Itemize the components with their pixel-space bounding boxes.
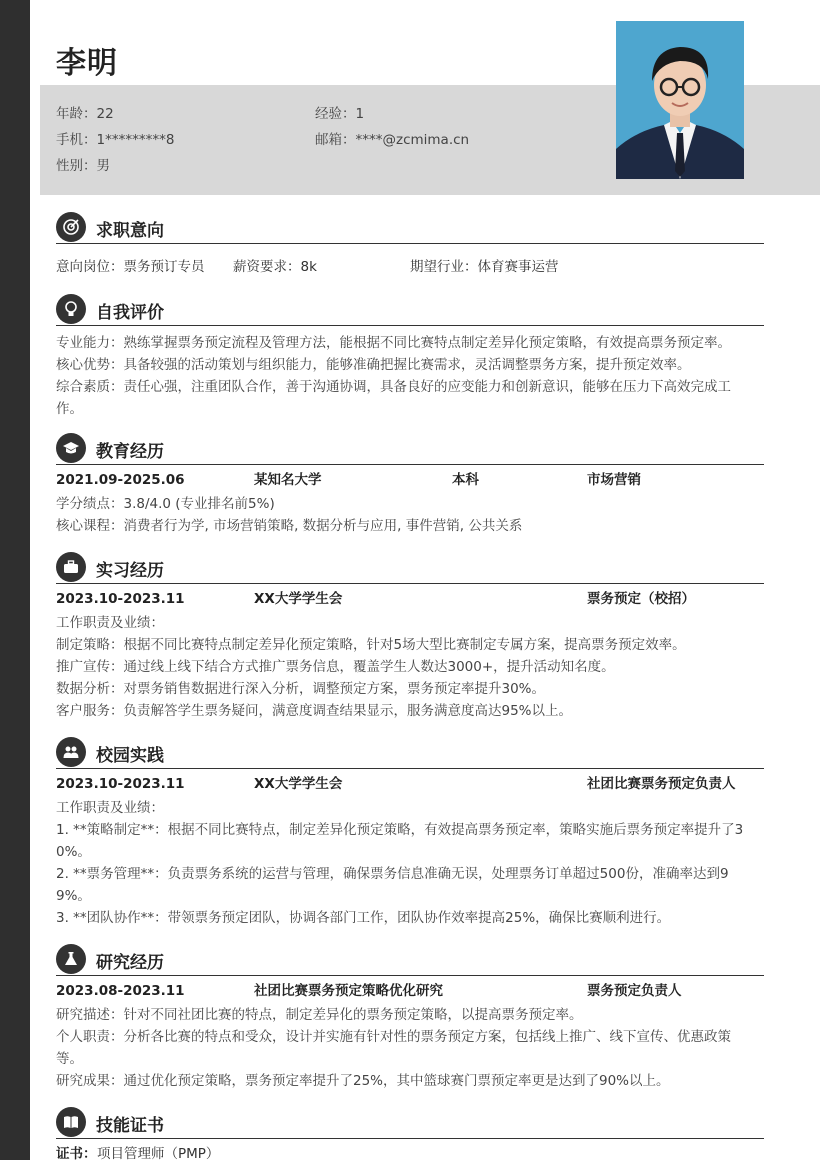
target-icon [56, 212, 86, 242]
section-title: 校园实践 [96, 746, 164, 766]
school-name: 某知名大学 [254, 472, 322, 488]
section-title: 技能证书 [96, 1116, 164, 1136]
left-sidebar-bar [0, 0, 30, 1160]
major: 市场营销 [587, 472, 641, 488]
section-internship [56, 552, 764, 722]
certificate-label: 证书： [56, 1146, 97, 1160]
education-date: 2021.09-2025.06 [56, 472, 185, 488]
expected-industry: 期望行业：体育赛事运营 [410, 259, 559, 275]
section-job-intention [56, 212, 764, 278]
internship-date: 2023.10-2023.11 [56, 591, 185, 607]
research-date: 2023.08-2023.11 [56, 983, 185, 999]
research-line: 个人职责：分析各比赛的特点和受众，设计并实施有针对性的票务预定方案，包括线上推广、线下宣传、优惠政策 [56, 1029, 731, 1045]
age-field: 年龄：22 [56, 106, 114, 122]
people-icon [56, 737, 86, 767]
experience-field: 经验：1 [315, 106, 365, 122]
section-campus-practice [56, 737, 764, 929]
self-eval-line: 专业能力：熟练掌握票务预定流程及管理方法，能根据不同比赛特点制定差异化预定策略，有效提高票务预定率。 [56, 335, 731, 351]
campus-line: 0%。 [56, 844, 91, 860]
internship-line: 数据分析：对票务销售数据进行深入分析，调整预定方案，票务预定率提升30%。 [56, 681, 546, 697]
section-title: 研究经历 [96, 953, 164, 973]
phone-field: 手机：1*********8 [56, 132, 175, 148]
campus-date: 2023.10-2023.11 [56, 776, 185, 792]
research-line: 研究成果：通过优化预定策略，票务预定率提升了25%，其中篮球赛门票预定率更是达到了90%以上。 [56, 1073, 670, 1089]
section-title: 自我评价 [96, 303, 164, 323]
internship-role: 票务预定（校招） [587, 591, 695, 607]
email-field: 邮箱：****@zcmima.cn [315, 132, 470, 148]
campus-org: XX大学学生会 [254, 776, 343, 792]
campus-line: 工作职责及业绩： [56, 800, 164, 816]
education-detail-line: 学分绩点：3.8/4.0 (专业排名前5%) [56, 496, 275, 512]
internship-org: XX大学学生会 [254, 591, 343, 607]
research-line: 研究描述：针对不同社团比赛的特点，制定差异化的票务预定策略，以提高票务预定率。 [56, 1007, 583, 1023]
section-title: 求职意向 [96, 221, 164, 241]
profile-photo [616, 21, 744, 179]
flask-icon [56, 944, 86, 974]
campus-line: 3. **团队协作**：带领票务预定团队，协调各部门工作，团队协作效率提高25%，确保比赛顺利进行。 [56, 910, 671, 926]
campus-line: 9%。 [56, 888, 91, 904]
campus-line: 1. **策略制定**：根据不同比赛特点，制定差异化预定策略，有效提高票务预定率，策略实施后票务预定率提升了3 [56, 822, 744, 838]
section-research [56, 944, 764, 1092]
campus-line: 2. **票务管理**：负责票务系统的运营与管理，确保票务信息准确无误，处理票务订单超过500份，准确率达到9 [56, 866, 729, 882]
internship-line: 客户服务：负责解答学生票务疑问，满意度调查结果显示，服务满意度高达95%以上。 [56, 703, 573, 719]
intended-position: 意向岗位：票务预订专员 [56, 259, 205, 275]
section-self-evaluation [56, 294, 764, 420]
research-role: 票务预定负责人 [587, 983, 682, 999]
gender-field: 性别：男 [56, 158, 110, 174]
internship-line: 工作职责及业绩： [56, 615, 164, 631]
research-project: 社团比赛票务预定策略优化研究 [254, 983, 443, 999]
candidate-name: 李明 [56, 46, 118, 81]
internship-line: 推广宣传：通过线上线下结合方式推广票务信息，覆盖学生人数达3000+，提升活动知名度。 [56, 659, 615, 675]
self-eval-line: 综合素质：责任心强，注重团队合作，善于沟通协调，具备良好的应变能力和创新意识，能够在压力下高效完成工 [56, 379, 731, 395]
section-title: 实习经历 [96, 561, 164, 581]
self-eval-line: 核心优势：具备较强的活动策划与组织能力，能够准确把握比赛需求，灵活调整票务方案，提升预定效率。 [56, 357, 691, 373]
education-detail-line: 核心课程：消费者行为学, 市场营销策略, 数据分析与应用, 事件营销, 公共关系 [56, 518, 523, 534]
campus-role: 社团比赛票务预定负责人 [587, 776, 736, 792]
salary-requirement: 薪资要求：8k [233, 259, 317, 275]
section-title: 教育经历 [96, 442, 164, 462]
section-education [56, 433, 764, 537]
internship-line: 制定策略：根据不同比赛特点制定差异化预定策略，针对5场大型比赛制定专属方案，提高票务预定效率。 [56, 637, 686, 653]
section-skills-certificates [56, 1107, 764, 1160]
briefcase-icon [56, 552, 86, 582]
graduation-cap-icon [56, 433, 86, 463]
certificate-value: 项目管理师（PMP） [97, 1146, 220, 1160]
self-eval-line: 作。 [56, 401, 83, 417]
degree: 本科 [452, 472, 479, 488]
lightbulb-icon [56, 294, 86, 324]
research-line: 等。 [56, 1051, 83, 1067]
book-icon [56, 1107, 86, 1137]
